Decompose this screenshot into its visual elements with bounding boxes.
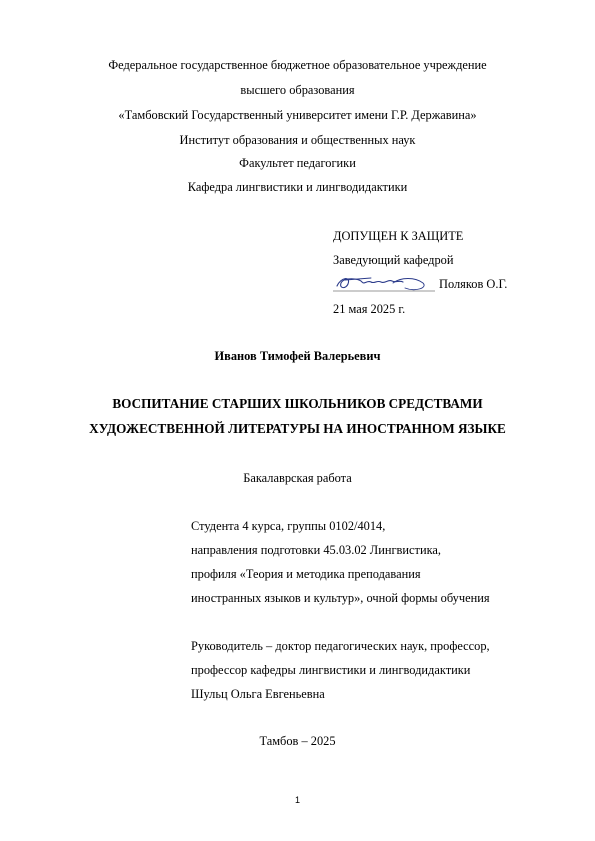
header-line-6: Кафедра лингвистики и лингводидактики [187, 180, 408, 194]
student-line-3: профиля «Теория и методика преподавания [191, 567, 421, 581]
approval-name: Поляков О.Г. [439, 277, 508, 291]
header-line-3: «Тамбовский Государственный университет имени Г.Р. Державина» [118, 108, 477, 122]
header-line-2: высшего образования [240, 83, 355, 97]
approval-role: Заведующий кафедрой [333, 253, 454, 267]
supervisor-line-3: Шульц Ольга Евгеньевна [191, 687, 325, 701]
header-line-1: Федеральное государственное бюджетное образовательное учреждение [108, 58, 487, 72]
signature-image [331, 272, 435, 296]
approval-title: ДОПУЩЕН К ЗАЩИТЕ [333, 229, 464, 243]
supervisor-line-1: Руководитель – доктор педагогических наук, профессор, [191, 639, 490, 653]
author-name: Иванов Тимофей Валерьевич [214, 349, 381, 363]
work-title-line-1: ВОСПИТАНИЕ СТАРШИХ ШКОЛЬНИКОВ СРЕДСТВАМИ [112, 396, 483, 411]
header-line-5: Факультет педагогики [239, 156, 356, 170]
supervisor-line-2: профессор кафедры лингвистики и лингводидактики [191, 663, 471, 677]
student-line-1: Студента 4 курса, группы 0102/4014, [191, 519, 386, 533]
work-title-line-2: ХУДОЖЕСТВЕННОЙ ЛИТЕРАТУРЫ НА ИНОСТРАННОМ ЯЗЫКЕ [89, 421, 506, 436]
student-line-4: иностранных языков и культур», очной формы обучения [191, 591, 490, 605]
work-type: Бакалаврская работа [243, 471, 352, 485]
student-line-2: направления подготовки 45.03.02 Лингвистика, [191, 543, 442, 557]
page-number: 1 [294, 795, 300, 805]
city-year: Тамбов – 2025 [259, 734, 336, 748]
approval-date: 21 мая 2025 г. [333, 302, 406, 316]
header-line-4: Институт образования и общественных наук [179, 133, 416, 147]
